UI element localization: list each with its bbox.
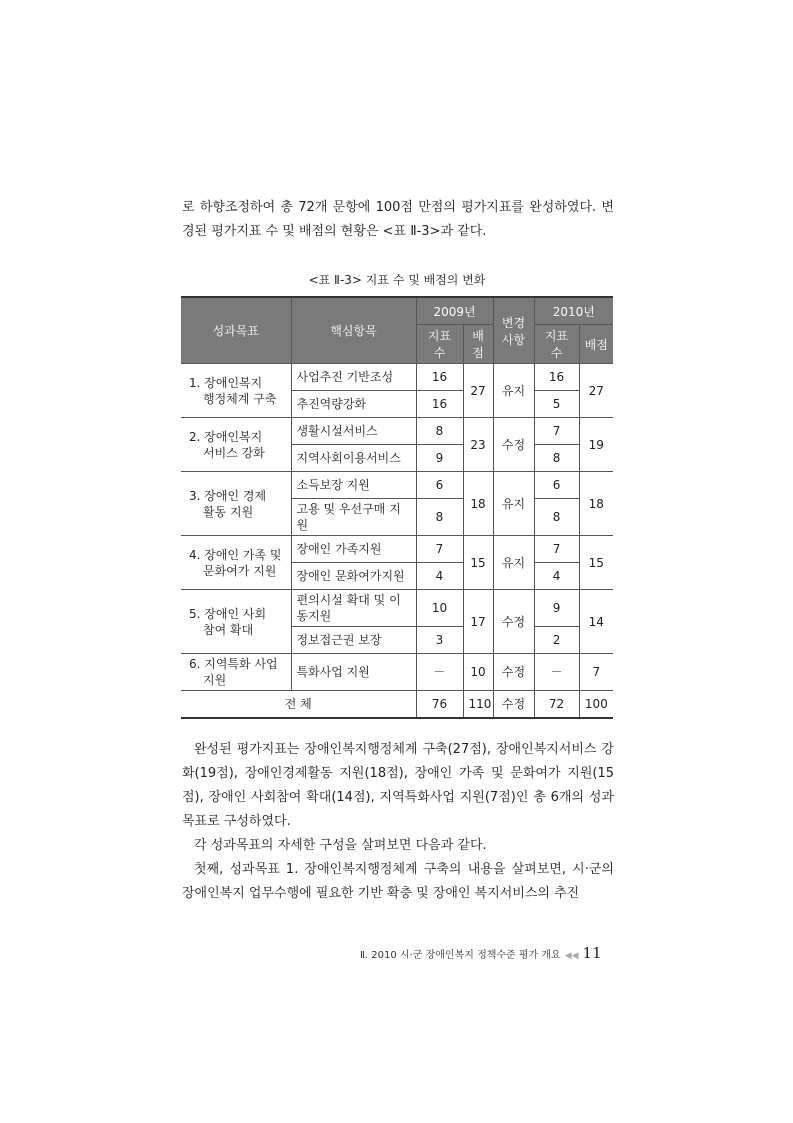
score-2009-cell: 17: [463, 590, 493, 654]
count-2009-cell: 10: [416, 590, 463, 627]
goal-cell: 1. 장애인복지 행정체계 구축: [181, 364, 291, 418]
table-row: [181, 654, 613, 691]
change-cell: 유지: [493, 472, 534, 536]
body-paragraph: 완성된 평가지표는 장애인복지행정체계 구축(27점), 장애인복지서비스 강화(19점), 장애인경제활동 지원(18점), 장애인 가족 및 문화여가 지원(15점), 장애인 사회참여 확대(14점), 지역특화사업 지원(7점)인 총 6개의 성과목표로 구성하였다.: [182, 742, 614, 829]
body-paragraph: 각 성과목표의 자세한 구성을 살펴보면 다음과 같다.: [194, 838, 487, 853]
item-cell: 추진역량강화: [291, 391, 416, 418]
indicator-table: [181, 296, 613, 719]
count-2009-cell: －: [416, 654, 463, 691]
item-cell: 고용 및 우선구매 지원: [291, 499, 416, 536]
total-score-2010: 100: [579, 691, 613, 719]
score-2010-cell: 18: [579, 472, 613, 536]
count-2009-cell: 3: [416, 627, 463, 654]
header-2009: 2009년: [416, 297, 493, 325]
page-number: 11: [582, 944, 602, 962]
item-cell: 편의시설 확대 및 이동지원: [291, 590, 416, 627]
count-2009-cell: 9: [416, 445, 463, 472]
item-cell: 지역사회이용서비스: [291, 445, 416, 472]
total-label: 전 체: [181, 691, 416, 719]
table-row: [181, 472, 613, 499]
change-cell: 수정: [493, 590, 534, 654]
count-2010-cell: 16: [534, 364, 579, 391]
total-change: 수정: [493, 691, 534, 719]
count-2010-cell: 8: [534, 445, 579, 472]
goal-cell: 2. 장애인복지 서비스 강화: [181, 418, 291, 472]
item-cell: 소득보장 지원: [291, 472, 416, 499]
body-paragraph: 첫째, 성과목표 1. 장애인복지행정체계 구축의 내용을 살펴보면, 시·군의 장애인복지 업무수행에 필요한 기반 확충 및 장애인 복지서비스의 추진: [182, 862, 614, 901]
arrows-icon: ◀◀: [564, 951, 579, 961]
item-cell: 사업추진 기반조성: [291, 364, 416, 391]
score-2009-cell: 15: [463, 536, 493, 590]
item-cell: 장애인 문화여가지원: [291, 563, 416, 590]
count-2009-cell: 7: [416, 536, 463, 563]
goal-cell: 6. 지역특화 사업 지원: [181, 654, 291, 691]
header-2010-score: 배점: [579, 325, 613, 364]
total-row: [181, 691, 613, 719]
table-row: [181, 590, 613, 627]
body-text: [182, 738, 614, 906]
table-row: [181, 536, 613, 563]
page-footer: [360, 944, 615, 962]
total-count-2010: 72: [534, 691, 579, 719]
score-2010-cell: 14: [579, 590, 613, 654]
table-caption: <표 Ⅱ-3> 지표 수 및 배점의 변화: [308, 273, 486, 287]
running-title: Ⅱ. 2010 시·군 장애인복지 정책수준 평가 개요: [360, 950, 561, 961]
score-2009-cell: 23: [463, 418, 493, 472]
table-row: [181, 364, 613, 391]
change-cell: 수정: [493, 654, 534, 691]
count-2009-cell: 8: [416, 418, 463, 445]
count-2010-cell: 6: [534, 472, 579, 499]
header-2010-count: 지표 수: [534, 325, 579, 364]
change-cell: 수정: [493, 418, 534, 472]
goal-cell: 5. 장애인 사회 참여 확대: [181, 590, 291, 654]
count-2009-cell: 16: [416, 391, 463, 418]
item-cell: 특화사업 지원: [291, 654, 416, 691]
count-2010-cell: 8: [534, 499, 579, 536]
goal-cell: 3. 장애인 경제 활동 지원: [181, 472, 291, 536]
total-score-2009: 110: [463, 691, 493, 719]
header-2009-score: 배점: [463, 325, 493, 364]
header-2010: 2010년: [534, 297, 613, 325]
count-2010-cell: －: [534, 654, 579, 691]
score-2010-cell: 19: [579, 418, 613, 472]
score-2009-cell: 10: [463, 654, 493, 691]
count-2010-cell: 5: [534, 391, 579, 418]
header-item: 핵심항목: [291, 297, 416, 364]
change-cell: 유지: [493, 364, 534, 418]
header-2009-count: 지표 수: [416, 325, 463, 364]
count-2010-cell: 7: [534, 536, 579, 563]
intro-paragraph: 로 하향조정하여 총 72개 문항에 100점 만점의 평가지표를 완성하였다. 변경된 평가지표 수 및 배점의 현황은 <표 Ⅱ-3>과 같다.: [182, 200, 614, 239]
score-2010-cell: 15: [579, 536, 613, 590]
total-count-2009: 76: [416, 691, 463, 719]
item-cell: 장애인 가족지원: [291, 536, 416, 563]
score-2009-cell: 27: [463, 364, 493, 418]
header-goal: 성과목표: [181, 297, 291, 364]
count-2009-cell: 16: [416, 364, 463, 391]
count-2009-cell: 6: [416, 472, 463, 499]
table-row: [181, 418, 613, 445]
count-2010-cell: 7: [534, 418, 579, 445]
header-change: 변경 사항: [493, 297, 534, 364]
count-2010-cell: 2: [534, 627, 579, 654]
count-2010-cell: 4: [534, 563, 579, 590]
score-2009-cell: 18: [463, 472, 493, 536]
count-2009-cell: 8: [416, 499, 463, 536]
count-2010-cell: 9: [534, 590, 579, 627]
item-cell: 생활시설서비스: [291, 418, 416, 445]
change-cell: 유지: [493, 536, 534, 590]
count-2009-cell: 4: [416, 563, 463, 590]
score-2010-cell: 27: [579, 364, 613, 418]
goal-cell: 4. 장애인 가족 및 문화여가 지원: [181, 536, 291, 590]
score-2010-cell: 7: [579, 654, 613, 691]
item-cell: 정보접근권 보장: [291, 627, 416, 654]
